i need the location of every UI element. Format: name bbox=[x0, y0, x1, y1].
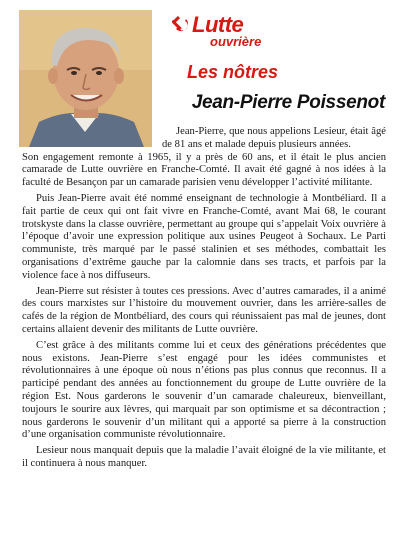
article-title: Jean-Pierre Poissenot bbox=[191, 92, 385, 113]
lutte-ouvriere-logo bbox=[170, 14, 300, 54]
paragraph-3: Jean-Pierre sut résister à toutes ces pressions. Avec d’autres camarades, il a animé des cours marxistes sur l’histoire du mouvement ouvrier, dans les arrière-salles de cafés de la région de Montbéliard, des cours qui réunissaient pas mal de jeunes, dont certains allaient devenir des militants de Lutte ouvrière. bbox=[22, 285, 386, 335]
section-heading: Les nôtres bbox=[187, 62, 279, 82]
article-body bbox=[22, 126, 386, 474]
paragraph-4: C’est grâce à des militants comme lui et ceux des générations précédentes que nous existons. Jean-Pierre s’est engagé pour les idées communistes et révolutionnaires à une époque où nous n’étions pas plus connus que reconnus. Il a participé pendant des années au fonctionnement du groupe de Lutte ouvrière de la région Est. Nous garderons le souvenir d’un camarade chaleureux, bienveillant, toujours le sourire aux lèvres, qui marquait par son optimisme et sa décontraction ; nous garderons le souvenir d’un militant qui a apporté sa pierre à la construction d’une organisation communiste révolutionnaire. bbox=[22, 339, 386, 441]
paragraph-5: Lesieur nous manquait depuis que la maladie l’avait éloigné de la vie militante, et il continuera à nous manquer. bbox=[22, 445, 386, 469]
logo-text-lutte: Lutte bbox=[192, 12, 244, 37]
hammer-sickle-icon bbox=[172, 16, 192, 36]
logo-text-ouvriere: ouvrière bbox=[210, 34, 262, 49]
paragraph-1-head: Jean-Pierre, que nous appelions Lesieur, était âgé de 81 ans et malade depuis plusieurs années. bbox=[162, 126, 386, 150]
paragraph-1-tail: Son engagement remonte à 1965, il y a près de 60 ans, et il était le plus ancien camarade de Lutte ouvrière en Franche-Comté. Il avait été gagné à nos idées à la faculté de Besançon par un camarade parisien venu développer l’activité militante. bbox=[22, 151, 386, 189]
paragraph-1 bbox=[22, 126, 386, 190]
paragraph-2: Puis Jean-Pierre avait été nommé enseignant de technologie à Montbéliard. Il a fait partie de ceux qui ont fait vivre en Franche-Comté, avant Mai 68, le courant trotskyste dans la classe ouvrière, permettant au groupe qui s’appelait Voix ouvrière à l’époque d’avoir une expression politique aux usines Peugeot à Sochaux. Le Parti communiste, très marqué par le passé stalinien et ses méthodes, combattait les organisations d’extrême gauche par la calomnie dans ses tracts, et parfois par la violence face à nos diffuseurs. bbox=[22, 192, 386, 281]
